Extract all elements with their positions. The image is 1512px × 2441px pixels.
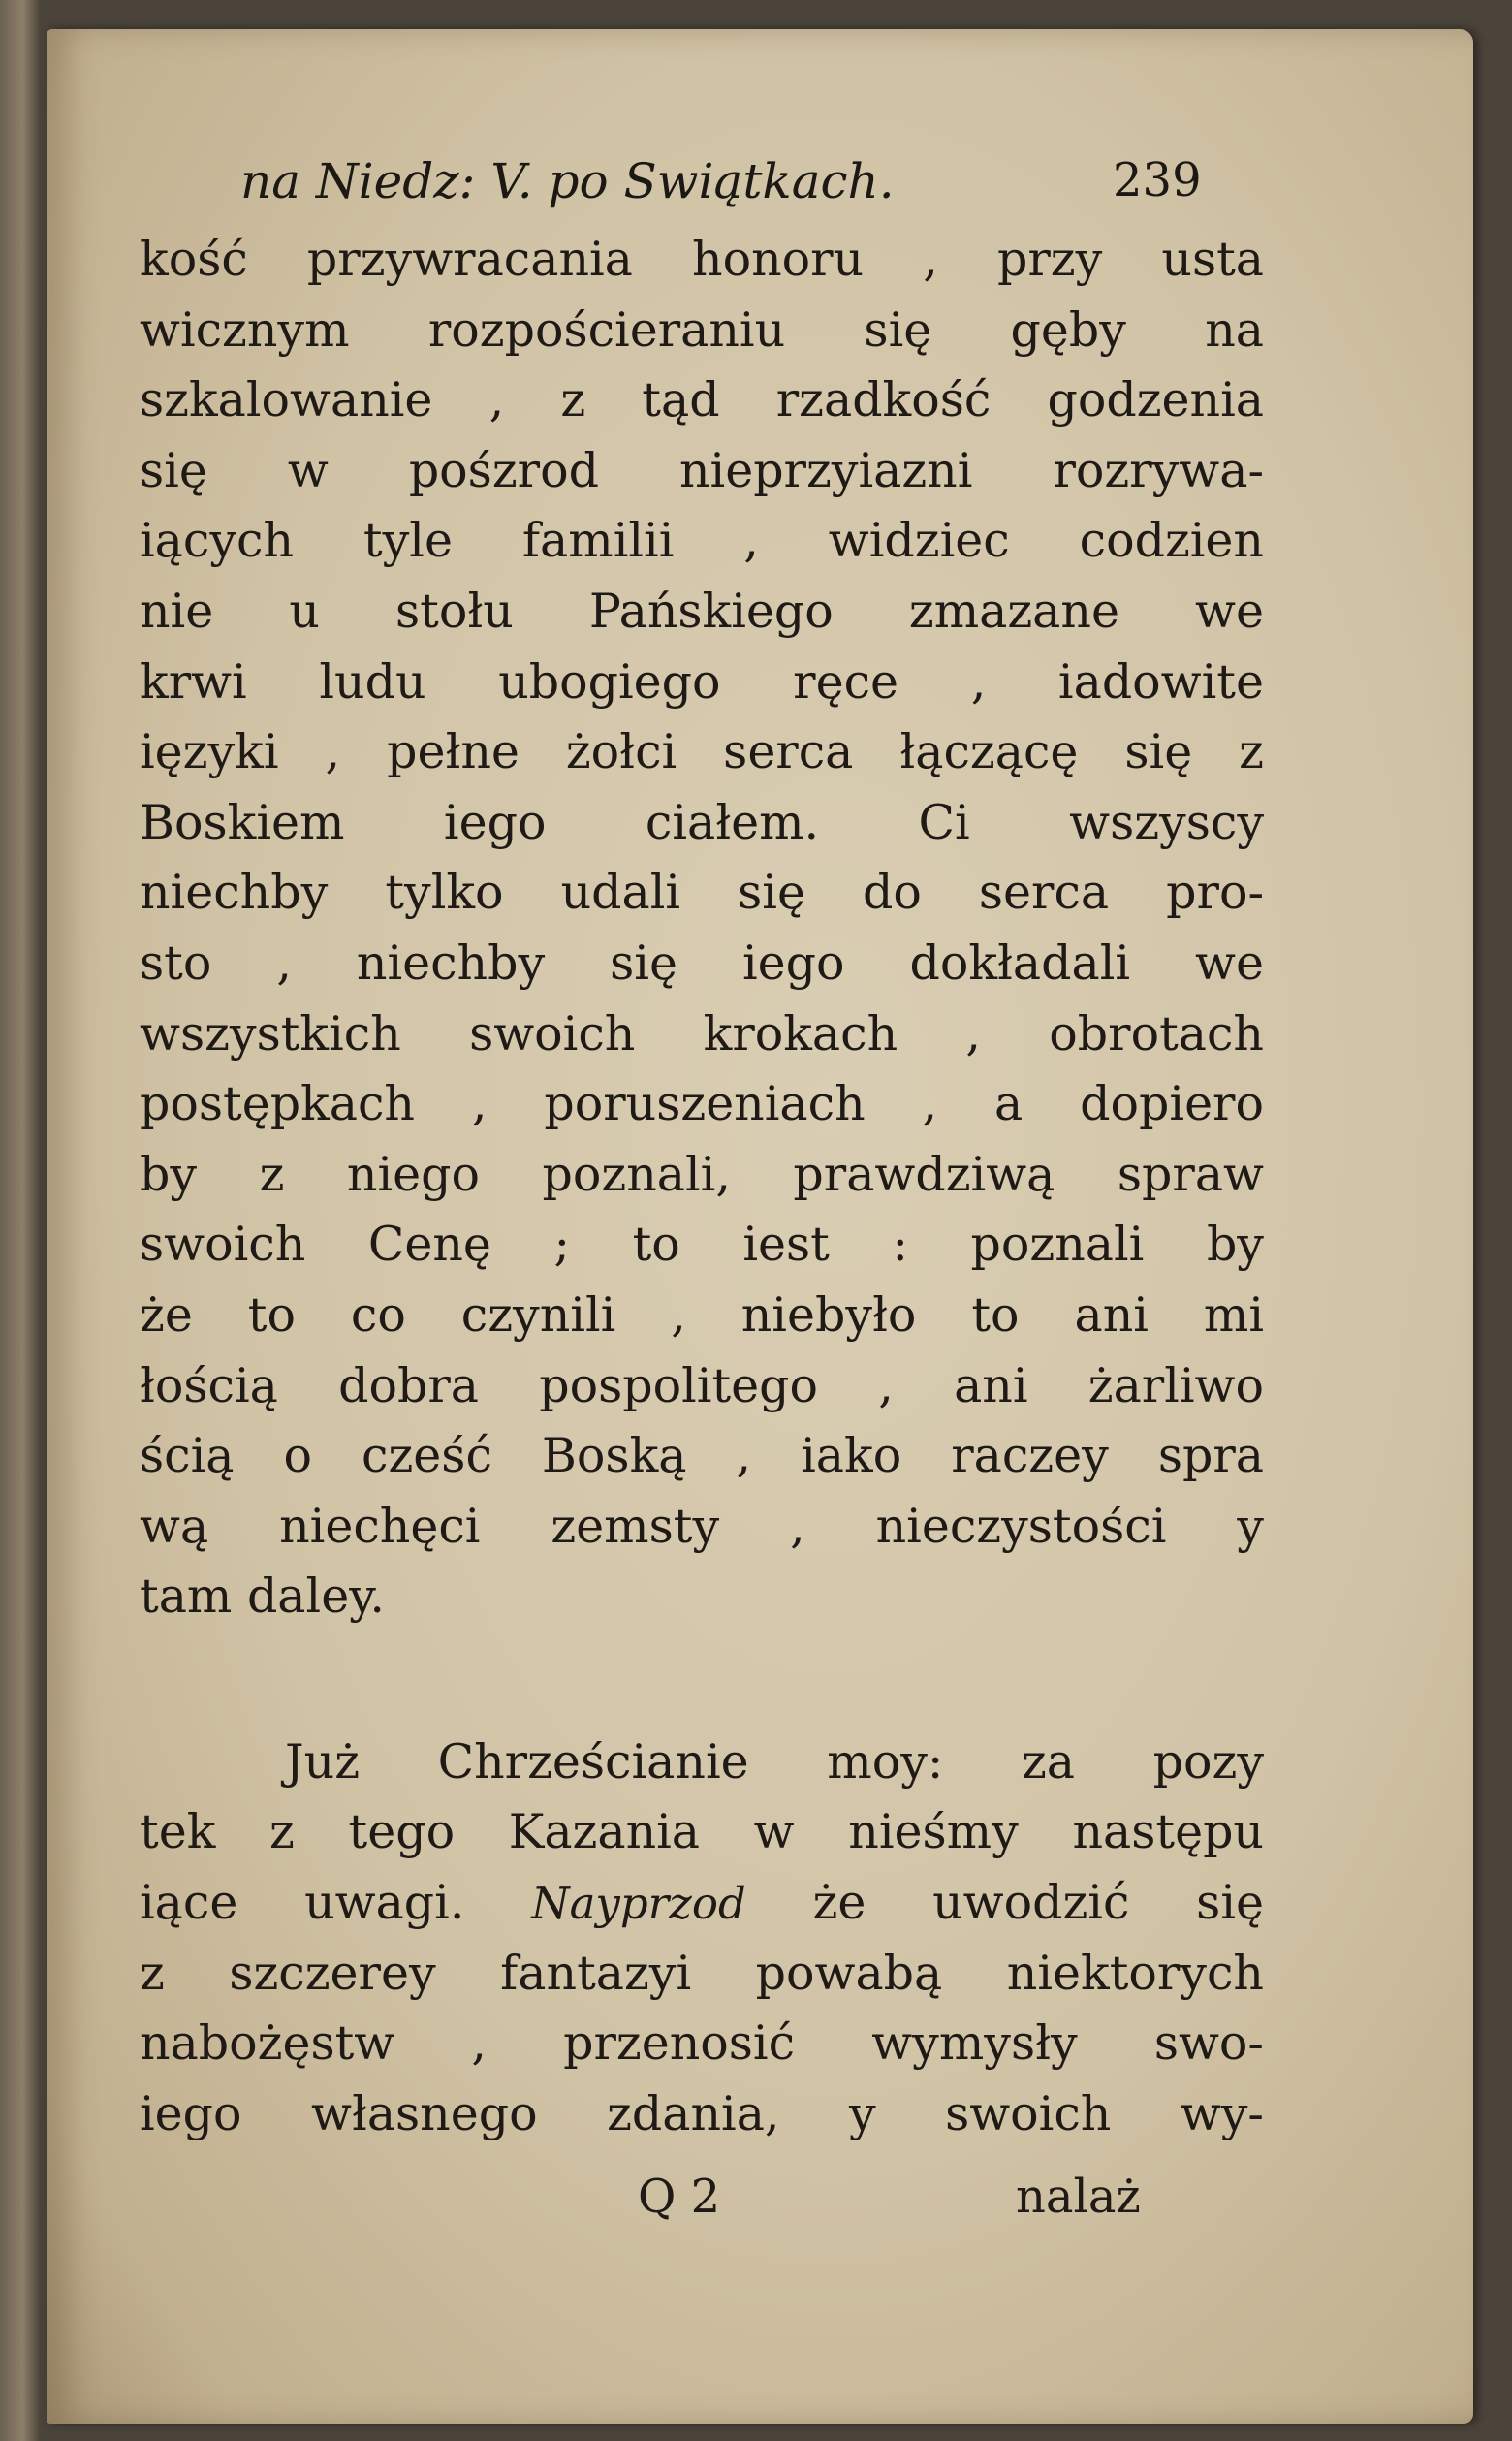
- text-line: krwi ludu ubogiego ręce , iadowite: [140, 653, 1264, 710]
- text-line: wą niechęci zemsty , nieczystości y: [140, 1498, 1264, 1554]
- catchword: nalaż: [1016, 2170, 1141, 2224]
- text-line-mixed: [140, 1868, 1264, 1939]
- signature-mark: Q 2: [638, 2170, 721, 2224]
- page-footer: [47, 2170, 1473, 2237]
- text-line: Już Chrześcianie moy: za pozy: [285, 1733, 1264, 1790]
- text-line: iących tyle familii , widziec codzien: [140, 513, 1264, 569]
- italic-word: Nayprzod: [531, 1878, 746, 1930]
- paragraph-1: [140, 225, 1264, 1633]
- text-line: szkalowanie , z tąd rzadkość godzenia: [140, 372, 1264, 428]
- text-line: by z niego poznali, prawdziwą spraw: [140, 1146, 1264, 1202]
- text-run: że uwodzić się: [745, 1875, 1265, 1931]
- text-line: nie u stołu Pańskiego zmazane we: [140, 583, 1264, 639]
- text-line: tek z tego Kazania w nieśmy następu: [140, 1804, 1264, 1860]
- text-line: niechby tylko udali się do serca pro-: [140, 865, 1264, 921]
- running-title: na Niedz: V. po Swiątkach.: [240, 153, 895, 209]
- page-number: 239: [1113, 153, 1202, 207]
- paragraph-gap: [140, 1633, 1264, 1728]
- paragraph-2: [140, 1728, 1264, 2150]
- text-line: kość przywracania honoru , przy usta: [140, 232, 1264, 287]
- text-line: się w pośzrod nieprzyiazni rozrywa-: [140, 442, 1264, 498]
- text-line: nabożęstw , przenosić wymysły swo-: [140, 2015, 1264, 2072]
- text-line: że to co czynili , niebyło to ani mi: [140, 1286, 1264, 1343]
- text-line: postępkach , poruszeniach , a dopiero: [140, 1076, 1264, 1132]
- text-line: wicznym rozpościeraniu się gęby na: [140, 301, 1264, 358]
- text-line: ięzyki , pełne żołci serca łączącę się z: [140, 724, 1264, 780]
- text-line: sto , niechby się iego dokładali we: [140, 935, 1264, 991]
- page-header: [240, 153, 1258, 225]
- body-text: [140, 225, 1264, 2149]
- text-line: swoich Cenę ; to iest : poznali by: [140, 1217, 1264, 1273]
- text-run: iące uwagi.: [140, 1875, 532, 1931]
- text-line: Boskiem iego ciałem. Ci wszyscy: [140, 794, 1264, 850]
- text-line: ścią o cześć Boską , iako raczey spra: [140, 1428, 1264, 1484]
- text-line: łością dobra pospolitego , ani żarliwo: [140, 1357, 1264, 1413]
- text-line: iego własnego zdania, y swoich wy-: [140, 2085, 1264, 2141]
- book-page: [47, 29, 1473, 2424]
- facing-page-edge: [0, 0, 41, 2441]
- text-line: tam daley.: [140, 1569, 385, 1625]
- text-line: wszystkich swoich krokach , obrotach: [140, 1005, 1264, 1062]
- text-line: z szczerey fantazyi powabą niektorych: [140, 1945, 1264, 2001]
